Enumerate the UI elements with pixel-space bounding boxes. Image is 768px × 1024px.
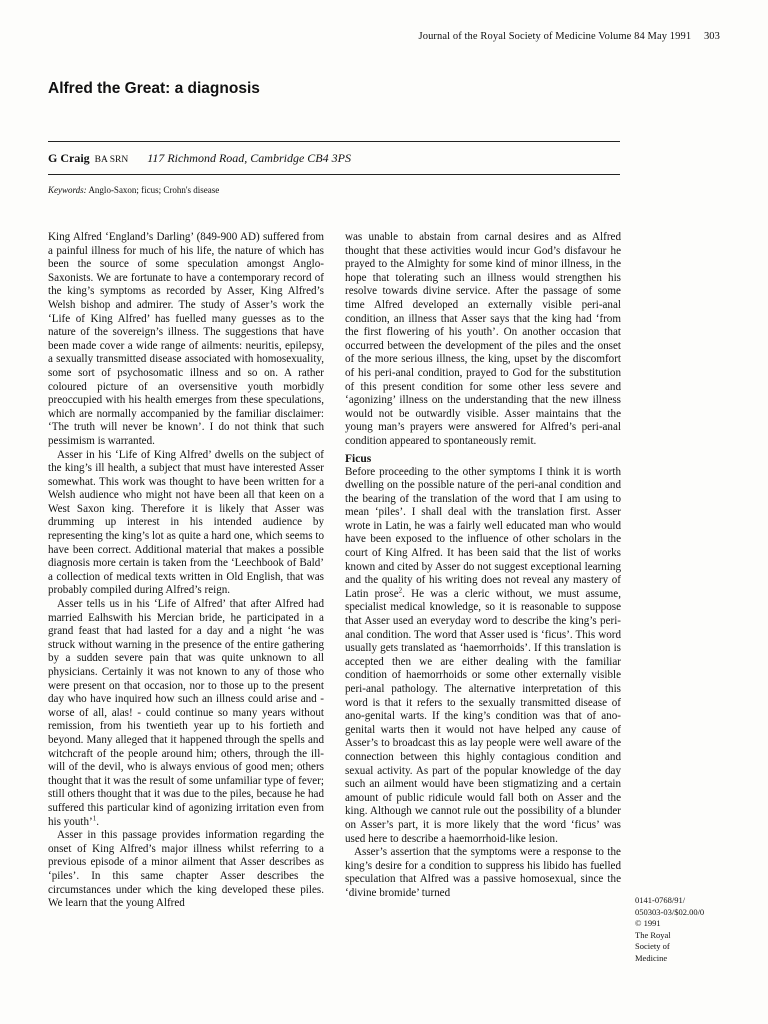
divider-top bbox=[48, 141, 620, 142]
publisher-line: Society of bbox=[635, 941, 670, 951]
paragraph: Asser in his ‘Life of King Alfred’ dwells on the subject of the king’s ill health, a subject that must have interested Asser somewhat. This work was thought to have been written for a Welsh audience who might not have been all that keen on a West Saxon king. Therefore it is likely that Asser was drumming up interest in his intended audience by representing the king’s lot as quite a hard one, which seems to have been correct. Additional material that makes a possible diagnosis more certain is taken from the ‘Leechbook of Bald’ a collection of medical texts written in Old English, that was probably compiled during Alfred’s reign. bbox=[48, 448, 324, 597]
author-qualifications: BA SRN bbox=[94, 155, 129, 165]
copyright-notice bbox=[635, 895, 725, 964]
paragraph: was unable to abstain from carnal desires and as Alfred thought that these activities would incur God’s disfavour he prayed to the Almighty for some kind of minor illness, in the hope that tolerating such an illness would strengthen his resolve towards divine service. After the passage of some time Alfred developed an externally visible peri-anal condition, an illness that Asser says that the king had ‘from the first flowering of his youth’. On another occasion that occurred between the development of the piles and the onset of the more serious illness, the king, upset by the discomfort of his peri-anal condition, prayed to God for the substitution of this present condition for some other less severe and ‘agonizing’ illness on the understanding that the new illness would not be outwardly visible. Asser maintains that the young man’s prayers were answered for Alfred’s peri-anal condition appeared to spontaneously remit. bbox=[345, 231, 621, 447]
paragraph bbox=[345, 466, 621, 847]
body-column-right bbox=[345, 231, 621, 971]
paragraph: Asser in this passage provides information regarding the onset of King Alfred’s major illness whilst referring to a previous episode of a minor ailment that Asser describes as ‘piles’. In this same chapter Asser describes the circumstances under which the king developed these piles. We learn that the young Alfred bbox=[48, 829, 324, 910]
paragraph bbox=[48, 598, 324, 829]
divider-bottom bbox=[48, 174, 620, 175]
author-address: 117 Richmond Road, Cambridge CB4 3PS bbox=[147, 151, 351, 165]
article-title: Alfred the Great: a diagnosis bbox=[48, 80, 260, 97]
reference-marker: 2 bbox=[398, 586, 403, 595]
publisher-line: The Royal bbox=[635, 929, 671, 940]
issn-line: 0141-0768/91/ bbox=[635, 895, 686, 905]
paragraph-text: . He was a cleric without, we must assume, specialist medical knowledge, so it is reasonable to suppose that Asser used an everyday word to describe the king’s peri-anal condition. The word that Asser used is ‘ficus’. This word usually gets translated as ‘haemorrhoids’. If this translation is accepted then we are either dealing with the familiar condition of haemorrhoids or some other externally visible peri-anal pathology. The alternative interpretation of this word is that it refers to the sexually transmitted disease of ano-genital warts. If the king’s condition was that of ano-genital warts then it would not have helped any cause of Asser’s to broadcast this as lay people were well aware of the connection between this highly contagious condition and sexual activity. As part of the popular knowledge of the day such an ailment would have been stigmatizing and a certain amount of public ridicule would fall both on Asser and the king. Although we cannot rule out the possibility of a blunder on Asser’s part, it is more likely that the word ‘ficus’ was used here to describe a haemorrhoid-like lesion. bbox=[345, 587, 621, 845]
page-number: 303 bbox=[703, 31, 720, 42]
journal-name: Journal of the Royal Society of Medicine bbox=[418, 31, 596, 42]
running-head bbox=[48, 31, 720, 42]
keywords bbox=[48, 185, 219, 195]
author-line bbox=[48, 151, 351, 166]
journal-date: May 1991 bbox=[647, 31, 692, 42]
section-heading: Ficus bbox=[345, 452, 372, 465]
publisher-line: Medicine bbox=[635, 952, 668, 963]
keywords-list: Anglo-Saxon; ficus; Crohn's disease bbox=[88, 185, 220, 195]
issn-line: 050303-03/$02.00/0 bbox=[635, 906, 705, 917]
keywords-label: Keywords: bbox=[48, 185, 87, 195]
paragraph: King Alfred ‘England’s Darling’ (849-900 AD) suffered from a painful illness for much of his life, the nature of which has been the source of some speculation amongst Anglo-Saxonists. We are fortunate to have a contemporary record of the king’s symptoms as recorded by Asser, King Alfred’s Welsh bishop and admirer. The study of Asser’s work the ‘Life of King Alfred’ has fuelled many guesses as to the nature of the sovereign’s illness. The suggestions that have been made cover a wide range of ailments: neuritis, epilepsy, a sexually transmitted disease associated with homosexuality, some sort of psychosomatic illness and so on. A rather coloured picture of an oversensitive youth morbidly preoccupied with his health emerges from these speculations, which are normally accompanied by the familiar disclaimer: ‘The truth will never be known’. I do not think that such pessimism is warranted. bbox=[48, 231, 324, 447]
journal-volume: Volume 84 bbox=[598, 31, 645, 42]
paragraph-text: Before proceeding to the other symptoms I think it is worth dwelling on the possible nature of the peri-anal condition and the bearing of the translation of the word that I am using to mean ‘piles’. I shall deal with the translation first. Asser wrote in Latin, he was a fairly well educated man who would have been exposed to the influence of other scholars in the court of King Alfred. It has been said that the list of works known and cited by Asser do not suggest exceptional learning and the quality of his writing does not reveal any mastery of Latin prose bbox=[345, 465, 621, 600]
reference-marker: 1 bbox=[92, 813, 97, 822]
author-name: G Craig bbox=[48, 151, 90, 165]
copyright-year: © 1991 bbox=[635, 918, 661, 928]
paragraph: Asser’s assertion that the symptoms were a response to the king’s desire for a condition to suppress his libido has fuelled speculation that Alfred was a passive homosexual, since the ‘divine bromide’ turned bbox=[345, 846, 621, 899]
quote-text: Asser tells us in his ‘Life of Alfred’ that after Alfred had married Ealhswith his Mercian bride, he participated in a grand feast that had lasted for a day and a night ‘he was struck without warning in the presence of the entire gathering by a sudden severe pain that was quite unknown to all physicians. Certainly it was not known to any of those who were present on that occasion, nor to those up to the present day who have inquired how such an illness could arise and - worse of all, alas! - could continue so many years without remission, from his twentieth year up to his fortieth and beyond. Many alleged that it happened through the spells and witchcraft of the people around him; others, through the ill-will of the devil, who is always envious of good men; others thought that it was the result of some unfamiliar type of fever; still others thought that it was due to the piles, because he had suffered this particular kind of agonizing irritation even from his youth’ bbox=[48, 598, 324, 828]
sentence-end: . bbox=[96, 815, 99, 828]
body-column-left bbox=[48, 231, 324, 971]
